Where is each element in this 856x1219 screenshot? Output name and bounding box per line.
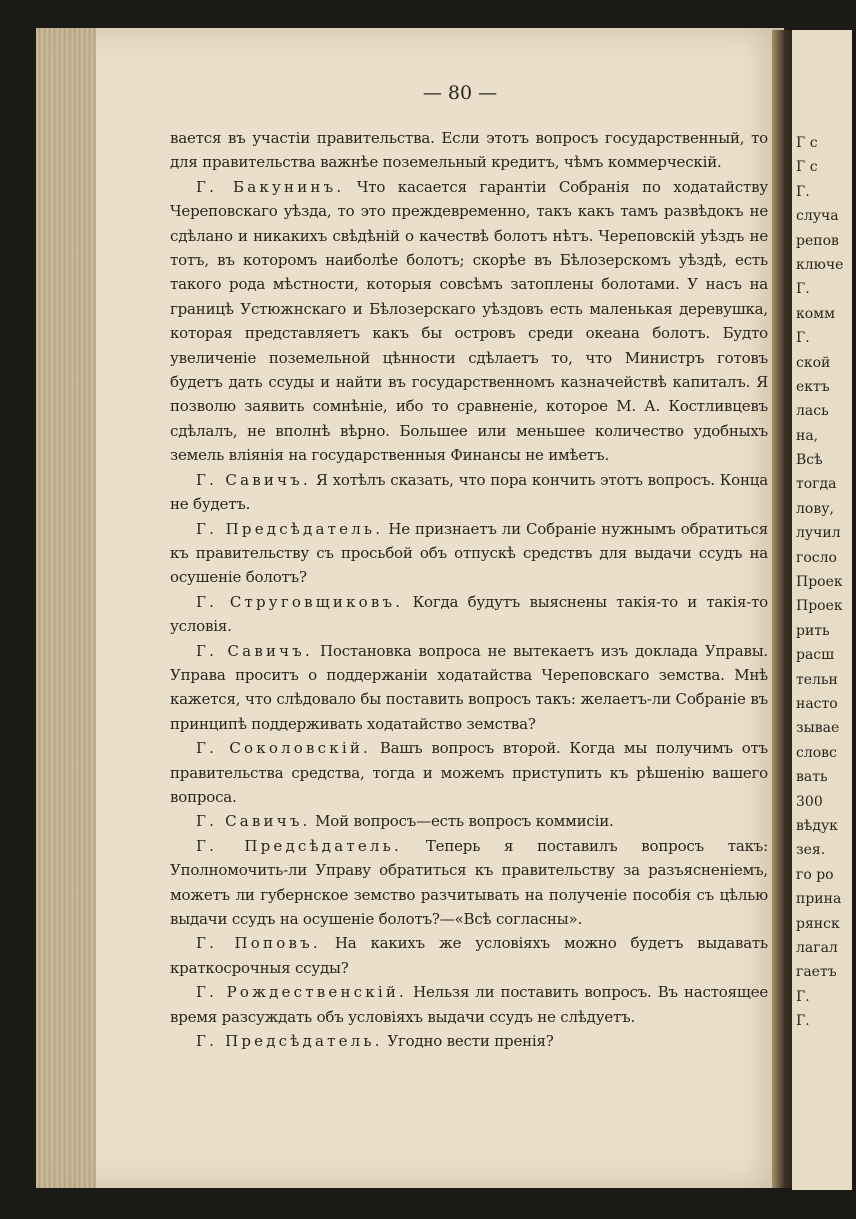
right-page-fragment: зея. bbox=[796, 842, 826, 859]
right-page-fragment: госло bbox=[796, 549, 837, 566]
speaker-name: Г. Предсѣдатель. bbox=[196, 836, 402, 855]
right-page-fragment: Г с bbox=[796, 159, 818, 176]
main-text-block bbox=[170, 126, 768, 1053]
right-page-fragment: репов bbox=[796, 232, 839, 249]
right-page-fragment: вать bbox=[796, 769, 828, 786]
paragraph bbox=[170, 1029, 768, 1053]
right-page-fragment: ключе bbox=[796, 256, 844, 273]
paragraph-text: Не признаетъ ли Собраніе нужнымъ обратиться къ правительству съ просьбой объ отпускѣ средствъ для выдачи ссудъ на осушеніе болотъ? bbox=[170, 519, 768, 587]
paragraph-text: Когда будутъ выяснены такія-то и такія-то условія. bbox=[170, 592, 769, 636]
right-page-fragment: лову, bbox=[796, 500, 834, 517]
paragraph bbox=[170, 639, 768, 737]
right-page-fragment: рить bbox=[796, 622, 830, 639]
speaker-name: Г. Соколовскій. bbox=[196, 739, 371, 758]
right-page-fragment: тельн bbox=[796, 671, 838, 688]
right-page-fragment: ской bbox=[796, 354, 831, 371]
page-number: — 80 — bbox=[422, 82, 498, 104]
speaker-name: Г. Струговщиковъ. bbox=[196, 592, 404, 611]
speaker-name: Г. Савичъ. bbox=[196, 641, 313, 660]
right-page-fragment: Г. bbox=[796, 1013, 810, 1030]
right-page-fragment: насто bbox=[796, 695, 838, 712]
right-page-fragment: Проек bbox=[796, 598, 843, 615]
right-page-text bbox=[796, 131, 856, 1033]
paragraph-text: Я хотѣлъ сказать, что пора кончить этотъ вопросъ. Конца не будетъ. bbox=[170, 470, 768, 514]
right-page-fragment: Проек bbox=[796, 574, 843, 591]
right-page-fragment: лась bbox=[796, 403, 829, 420]
right-page-fragment: лагал bbox=[796, 939, 838, 956]
paragraph-text: Что касается гарантіи Собранія по ходатайству Череповскаго уѣзда, то это преждевременно, такъ какъ тамъ развѣдокъ не сдѣлано и никакихъ свѣдѣній о качествѣ болотъ нѣтъ. Череповскій уѣздъ не тотъ, въ которомъ наиболѣе болотъ; скорѣе въ Бѣлозерскомъ уѣздѣ, есть такого рода мѣстности, которыя совсѣмъ затоплены болотами. У насъ на границѣ Устюжнскаго и Бѣлозерскаго уѣздовъ есть маленькая деревушка, которая представляетъ какъ бы островъ среди океана болотъ. Будто увеличеніе поземельной цѣнности сдѣлаетъ то, что Министръ готовъ будетъ дать ссуды и найти въ государственномъ казначействѣ капиталъ. Я позволю заявить сомнѣніе, ибо то сравненіе, которое М. А. Костливцевъ сдѣлалъ, не вполнѣ вѣрно. Большее или меньшее количество удобныхъ земель вліянія на государственныя Финансы не имѣетъ. bbox=[170, 177, 768, 465]
right-page-fragment: прина bbox=[796, 891, 842, 908]
right-page-fragment: го ро bbox=[796, 866, 834, 883]
paragraph bbox=[170, 175, 768, 468]
right-page-fragment: Г. bbox=[796, 330, 810, 347]
right-page-fragment: рянск bbox=[796, 915, 840, 932]
paragraph bbox=[170, 834, 768, 932]
right-page-fragment: Г с bbox=[796, 135, 818, 151]
right-page-fragment: лучил bbox=[796, 525, 841, 542]
paragraph bbox=[170, 736, 768, 809]
speaker-name: Г. Савичъ. bbox=[196, 812, 311, 831]
paragraph-text: Нельзя ли поставить вопросъ. Въ настоящее время разсуждать объ условіяхъ выдачи ссудъ не слѣдуетъ. bbox=[170, 983, 769, 1026]
speaker-name: Г. Предсѣдатель. bbox=[196, 1032, 383, 1051]
page-edge-stack bbox=[36, 28, 96, 1188]
right-page-fragment: расш bbox=[796, 647, 835, 664]
paragraph bbox=[170, 931, 768, 980]
right-page-fragment: ектъ bbox=[796, 378, 830, 395]
paragraph-text: вается въ участіи правительства. Если этотъ вопросъ государственный, то для правительства важнѣе поземельный кредитъ, чѣмъ коммерческій. bbox=[170, 129, 768, 172]
right-page-fragment: гаетъ bbox=[796, 964, 837, 981]
right-page-fragment: Г. bbox=[796, 281, 810, 298]
paragraph-text: Угодно вести пренія? bbox=[387, 1032, 554, 1051]
right-page-fragment: Всѣ bbox=[796, 452, 823, 469]
right-page-fragment: случа bbox=[796, 208, 839, 225]
right-page-fragment: 300 bbox=[796, 793, 823, 810]
paragraph bbox=[170, 468, 768, 517]
right-page-fragment: комм bbox=[796, 305, 835, 322]
speaker-name: Г. Рождественскій. bbox=[196, 983, 407, 1002]
speaker-name: Г. Поповъ. bbox=[196, 934, 321, 953]
right-page-fragment: вѣдук bbox=[796, 817, 838, 834]
speaker-name: Г. Предсѣдатель. bbox=[196, 519, 384, 538]
right-page-fragment: зывае bbox=[796, 720, 840, 737]
right-page-fragment: словс bbox=[796, 744, 837, 761]
paragraph-text: Постановка вопроса не вытекаетъ изъ доклада Управы. Управа проситъ о поддержаніи ходатайства Череповскаго земства. Мнѣ кажется, что слѣдовало бы поставить вопросъ такъ: желаетъ-ли Собраніе въ принципѣ поддерживать ходатайство земства? bbox=[170, 641, 768, 733]
paragraph-text: Мой вопросъ—есть вопросъ коммисіи. bbox=[315, 812, 614, 831]
paragraph bbox=[170, 517, 768, 590]
book-gutter bbox=[772, 30, 794, 1188]
paragraph bbox=[170, 809, 768, 833]
right-page-fragment: тогда bbox=[796, 476, 837, 493]
paragraph bbox=[170, 126, 768, 175]
paragraph-text: Вашъ вопросъ второй. Когда мы получимъ отъ правительства средства, тогда и можемъ приступить къ рѣшенію вашего вопроса. bbox=[170, 739, 768, 806]
right-page-fragment: на, bbox=[796, 427, 819, 444]
paragraph bbox=[170, 980, 768, 1029]
right-page-fragment: Г. bbox=[796, 988, 810, 1005]
paragraph-text: Теперь я поставилъ вопросъ такъ: Уполномочить-ли Управу обратиться къ правительству за разъясненіемъ, можетъ ли губернское земство разчитывать на полученіе пособія съ цѣлью выдачи ссудъ на осушеніе болотъ?—«Всѣ согласны». bbox=[170, 836, 769, 928]
speaker-name: Г. Савичъ. bbox=[196, 470, 311, 489]
right-page-fragment: Г. bbox=[796, 183, 810, 200]
paragraph bbox=[170, 590, 768, 639]
paragraph-text: На какихъ же условіяхъ можно будетъ выдавать краткосрочныя ссуды? bbox=[170, 934, 769, 977]
speaker-name: Г. Бакунинъ. bbox=[196, 177, 345, 196]
